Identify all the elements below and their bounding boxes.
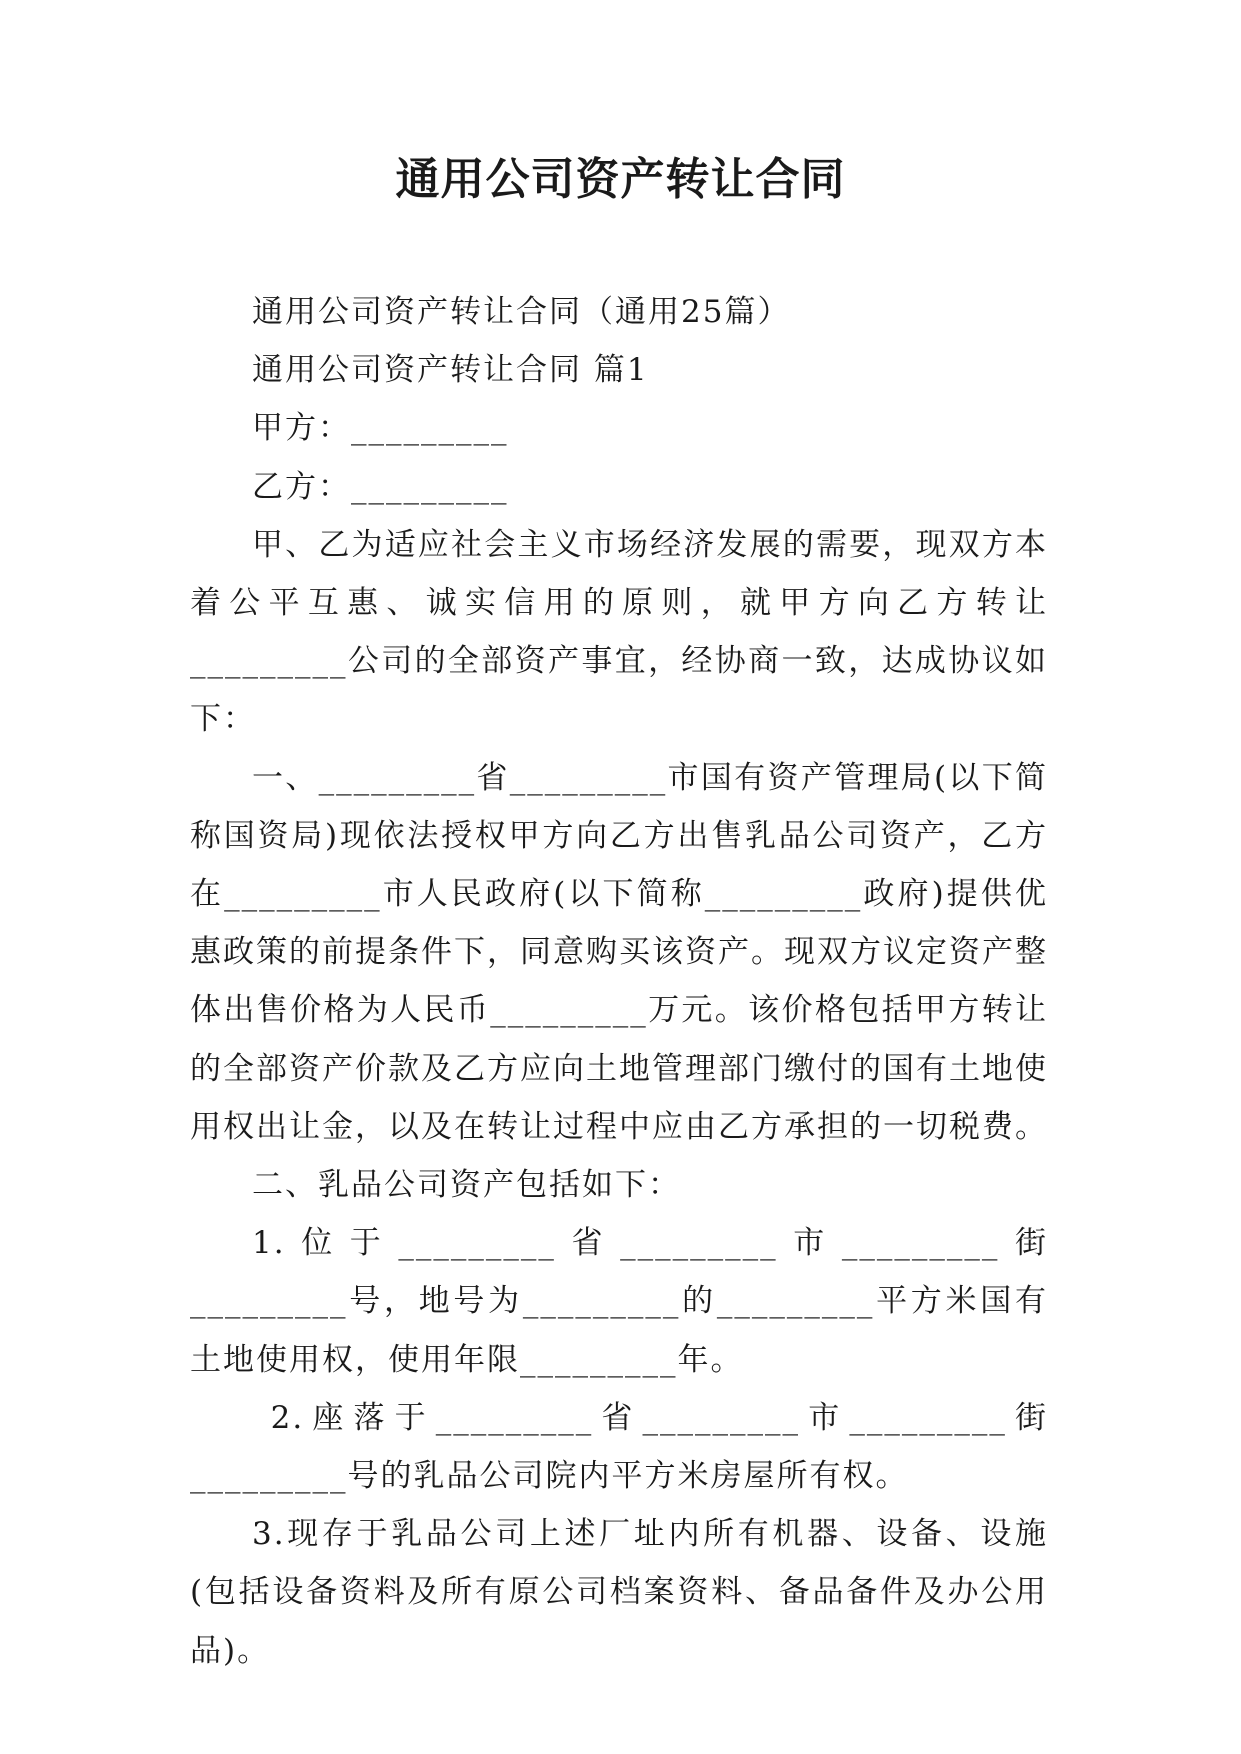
subtitle-line: 通用公司资产转让合同（通用25篇） — [252, 294, 791, 330]
document-body — [190, 283, 1048, 1680]
party-b-line: 乙方：_________ — [252, 468, 509, 505]
clause-2-item-1: 1.位于_________省_________市_________街_________号，地号为_________的_________平方米国有土地使用权，使用年限_________年。 — [190, 1225, 1048, 1378]
section-heading: 通用公司资产转让合同 篇1 — [252, 352, 649, 389]
clause-1-paragraph: 一、_________省_________市国有资产管理局(以下简称国资局)现依法授权甲方向乙方出售乳品公司资产，乙方在_________市人民政府(以下简称_________政府)提供优惠政策的前提条件下，同意购买该资产。现双方议定资产整体出售价格为人民币_________万元。该价格包括甲方转让的全部资产价款及乙方应向土地管理部门缴付的国有土地使用权出让金，以及在转让过程中应由乙方承担的一切税费。 — [190, 759, 1048, 1145]
clause-2-item-3: 3.现存于乳品公司上述厂址内所有机器、设备、设施(包括设备资料及所有原公司档案资料、备品备件及办公用品)。 — [190, 1516, 1048, 1669]
clause-2-heading: 二、乳品公司资产包括如下： — [252, 1167, 681, 1204]
document-title: 通用公司资产转让合同 — [395, 154, 846, 205]
party-a-line: 甲方：_________ — [252, 410, 509, 447]
clause-2-item-2: 2.座落于_________省_________市_________街_________号的乳品公司院内平方米房屋所有权。 — [190, 1399, 1048, 1495]
preamble-paragraph: 甲、乙为适应社会主义市场经济发展的需要，现双方本着公平互惠、诚实信用的原则，就甲方向乙方转让_________公司的全部资产事宜，经协商一致，达成协议如下： — [190, 526, 1048, 738]
